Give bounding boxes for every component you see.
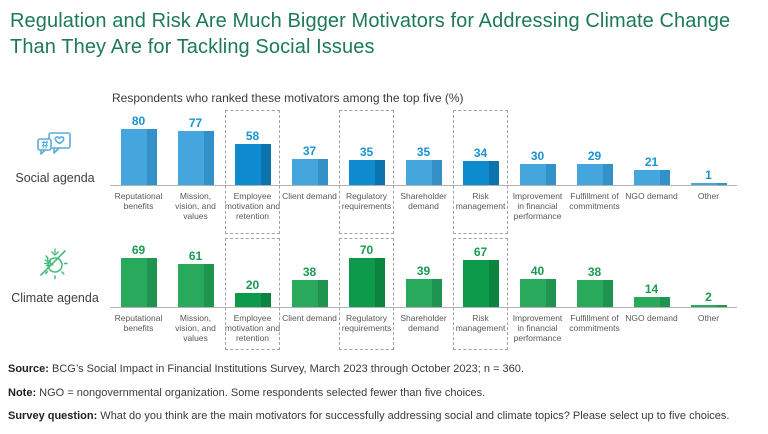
bar-zone <box>110 241 167 307</box>
bar-column <box>281 241 338 347</box>
climate-agenda-icon <box>35 247 75 283</box>
category-label: Shareholder demand <box>395 185 452 231</box>
bar-value-label: 58 <box>245 129 260 144</box>
bar-column <box>623 113 680 231</box>
survey-question-note: Survey question: What do you think are the main motivators for successfully addressing social and climate topics? Please select up to five choices. <box>8 410 730 423</box>
bar <box>634 170 670 185</box>
bar-value-label: 67 <box>473 244 488 259</box>
bar-zone <box>680 113 737 185</box>
bar-value-label: 35 <box>416 145 431 160</box>
bar-zone <box>224 113 281 185</box>
chart-subtitle: Respondents who ranked these motivators among the top five (%) <box>112 90 464 105</box>
category-label: Other <box>680 185 737 231</box>
bar-value-label: 29 <box>587 149 602 164</box>
category-label: Client demand <box>281 185 338 231</box>
category-label: Mission, vision, and values <box>167 185 224 231</box>
bar-zone <box>395 113 452 185</box>
bar <box>520 279 556 307</box>
bar-value-label: 21 <box>644 155 659 170</box>
bar <box>349 160 385 185</box>
category-label: Other <box>680 307 737 347</box>
bar <box>406 279 442 306</box>
bar-zone <box>623 113 680 185</box>
category-label: Fulfillment of commitments <box>566 307 623 347</box>
social-agenda-row <box>0 113 768 231</box>
note: Note: NGO = nongovernmental organization. Some respondents selected fewer than five choices. <box>8 386 486 399</box>
category-label: Reputational benefits <box>110 185 167 231</box>
bar-value-label: 69 <box>131 243 146 258</box>
bar <box>235 293 271 307</box>
bar-zone <box>623 241 680 307</box>
bar-zone <box>566 241 623 307</box>
bar-zone <box>509 241 566 307</box>
category-label: Risk management <box>452 307 509 347</box>
bar-zone <box>338 241 395 307</box>
bar <box>121 129 157 185</box>
category-label: Mission, vision, and values <box>167 307 224 347</box>
bar <box>577 280 613 307</box>
climate-agenda-bars <box>110 241 737 347</box>
bar-column <box>680 113 737 231</box>
social-agenda-bars <box>110 113 737 231</box>
bar-value-label: 70 <box>359 242 374 257</box>
row-label: Climate agenda <box>11 290 99 305</box>
bar-zone <box>452 113 509 185</box>
bar-value-label: 35 <box>359 145 374 160</box>
bar-zone <box>167 113 224 185</box>
category-label: Improvement in financial performance <box>509 307 566 347</box>
bar-value-label: 30 <box>530 148 545 163</box>
social-agenda-icon <box>35 131 75 163</box>
bar-column <box>167 241 224 347</box>
bar-value-label: 61 <box>188 249 203 264</box>
bar-column <box>110 241 167 347</box>
bar-column <box>680 241 737 347</box>
category-label: Client demand <box>281 307 338 347</box>
category-label: Shareholder demand <box>395 307 452 347</box>
category-label: NGO demand <box>623 185 680 231</box>
bar <box>178 131 214 185</box>
bar-column <box>224 241 281 347</box>
bar <box>406 160 442 185</box>
bar <box>463 161 499 185</box>
bar <box>235 144 271 185</box>
bar-value-label: 80 <box>131 113 146 128</box>
category-label: NGO demand <box>623 307 680 347</box>
bar-value-label: 2 <box>705 290 712 305</box>
bar-column <box>452 113 509 231</box>
bar <box>292 159 328 185</box>
bar-zone <box>566 113 623 185</box>
bar <box>121 258 157 306</box>
bar-value-label: 37 <box>302 143 317 158</box>
bar-column <box>338 241 395 347</box>
category-label: Employee motivation and retention <box>224 307 281 347</box>
climate-agenda-legend <box>0 241 110 347</box>
category-label: Improvement in financial performance <box>509 185 566 231</box>
category-label: Employee motivation and retention <box>224 185 281 231</box>
climate-agenda-row <box>0 241 768 347</box>
category-label: Reputational benefits <box>110 307 167 347</box>
bar-zone <box>452 241 509 307</box>
bar-column <box>224 113 281 231</box>
bar-value-label: 77 <box>188 115 203 130</box>
bar-value-label: 1 <box>705 168 712 183</box>
bar-column <box>395 241 452 347</box>
bar-column <box>395 113 452 231</box>
bar-column <box>167 113 224 231</box>
category-label: Fulfillment of commitments <box>566 185 623 231</box>
bar-column <box>338 113 395 231</box>
bar-zone <box>224 241 281 307</box>
category-label: Regulatory requirements <box>338 185 395 231</box>
bar-zone <box>338 113 395 185</box>
bar <box>463 260 499 307</box>
bar-zone <box>110 113 167 185</box>
bar <box>349 258 385 307</box>
bar <box>634 297 670 307</box>
bar-column <box>566 113 623 231</box>
source-note: Source: BCG’s Social Impact in Financial Institutions Survey, March 2023 through October 2023; n = 360. <box>8 362 524 375</box>
bar-value-label: 34 <box>473 145 488 160</box>
bar-column <box>509 241 566 347</box>
bar-column <box>566 241 623 347</box>
bar-value-label: 20 <box>245 277 260 292</box>
category-label: Risk management <box>452 185 509 231</box>
bar-column <box>110 113 167 231</box>
footnotes <box>8 353 760 424</box>
bar-zone <box>395 241 452 307</box>
bar-value-label: 14 <box>644 281 659 296</box>
page-title: Regulation and Risk Are Much Bigger Motivators for Addressing Climate Change Than They Are for Tackling Social Issues <box>10 10 731 59</box>
bar <box>178 264 214 307</box>
category-label: Regulatory requirements <box>338 307 395 347</box>
bar-zone <box>509 113 566 185</box>
bar-zone <box>680 241 737 307</box>
bar-column <box>281 113 338 231</box>
bar <box>520 164 556 185</box>
bar-zone <box>281 241 338 307</box>
bar-zone <box>281 113 338 185</box>
bar-value-label: 39 <box>416 264 431 279</box>
bar-column <box>623 241 680 347</box>
bar-value-label: 38 <box>302 265 317 280</box>
bar-zone <box>167 241 224 307</box>
bar <box>577 164 613 184</box>
bar-value-label: 40 <box>530 263 545 278</box>
social-agenda-legend <box>0 113 110 231</box>
grouped-bar-chart <box>0 91 768 347</box>
bar <box>292 280 328 307</box>
bar-column <box>452 241 509 347</box>
bar-column <box>509 113 566 231</box>
bar-value-label: 38 <box>587 265 602 280</box>
row-label: Social agenda <box>15 170 95 185</box>
